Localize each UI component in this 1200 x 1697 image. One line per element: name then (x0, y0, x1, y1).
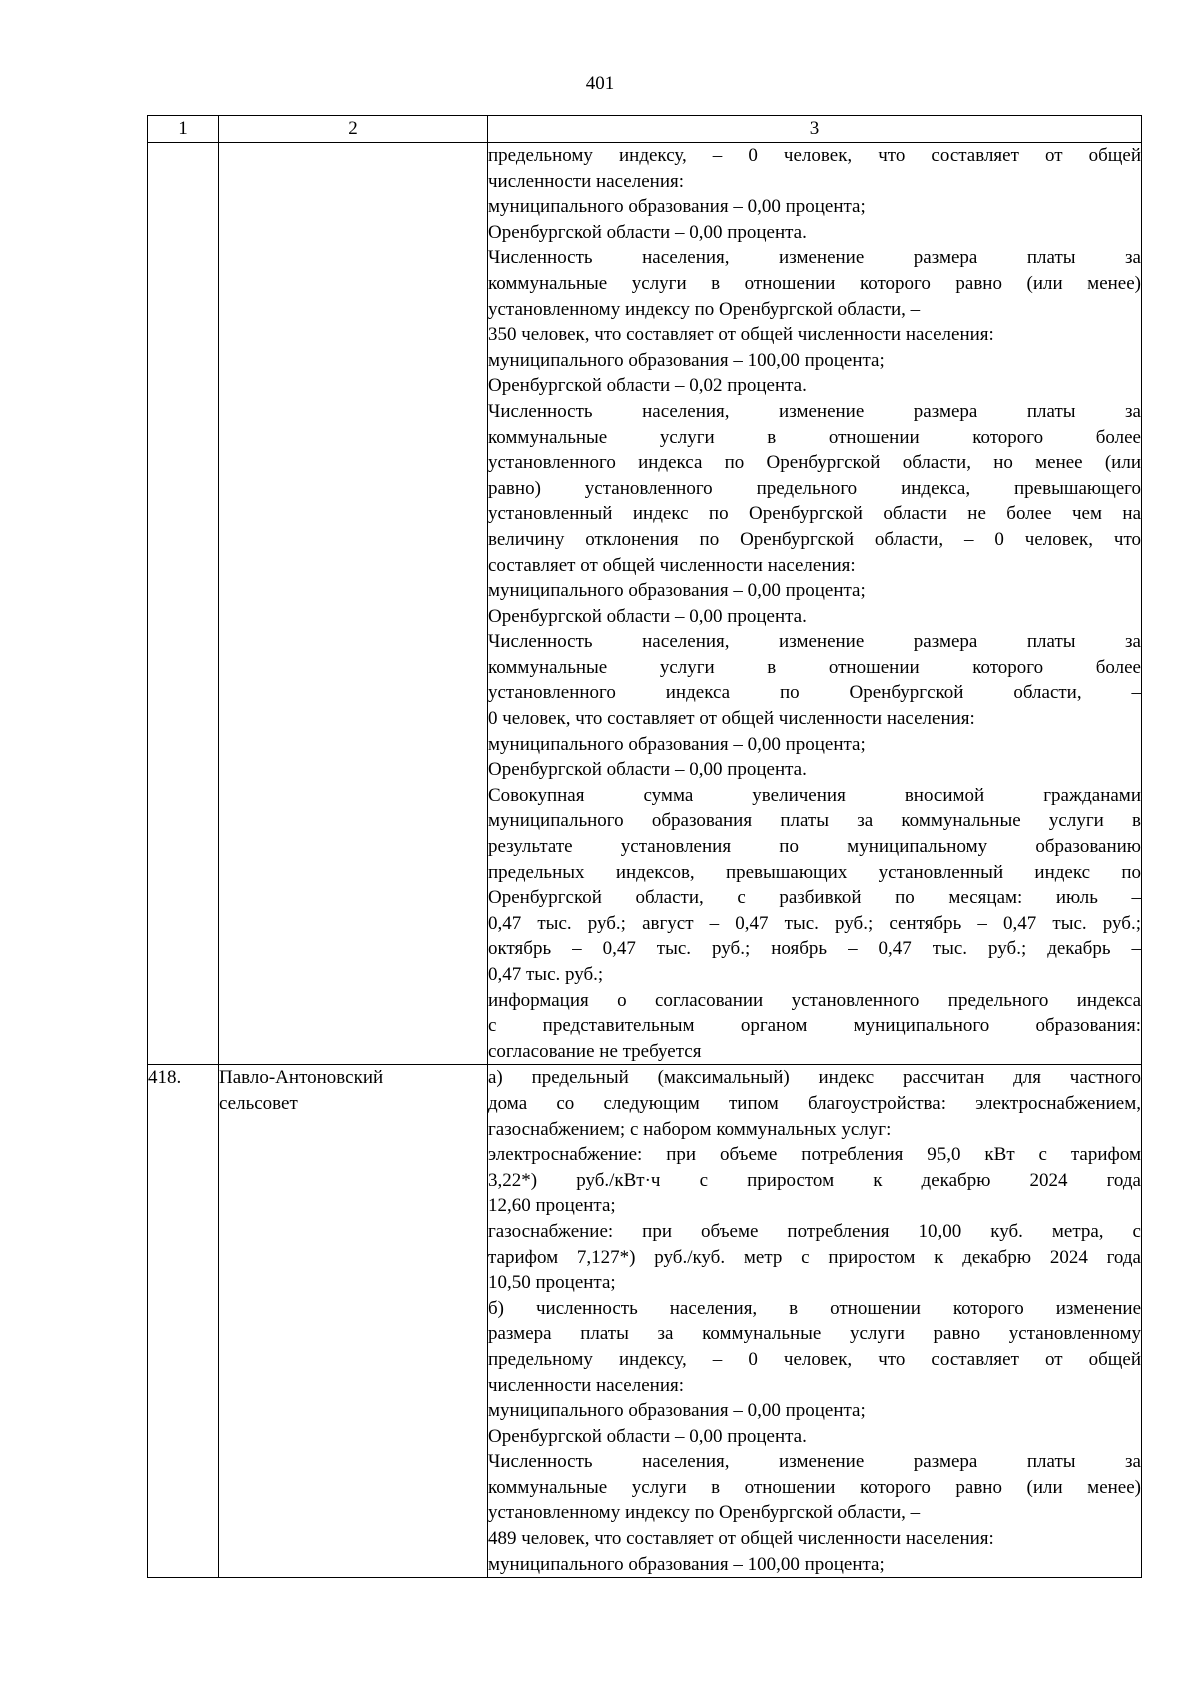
text-line: Оренбургской области, с разбивкой по месяцам: июль – (488, 887, 1141, 909)
text-line: согласование не требуется (488, 1040, 702, 1062)
text-line: с представительным органом муниципального образования: (488, 1015, 1141, 1037)
text-line: Оренбургской области – 0,00 процента. (488, 221, 807, 243)
row-name-cell (219, 143, 488, 1065)
text-line: численности населения: (488, 170, 685, 192)
text-line: Оренбургской области – 0,00 процента. (488, 759, 807, 781)
text-line: установленному индексу по Оренбургской области, – (488, 298, 921, 320)
table-row-continued (148, 143, 1142, 1065)
text-line: муниципального образования – 0,00 процента; (488, 196, 866, 218)
header-col-2: 2 (219, 116, 488, 143)
text-line: Оренбургской области – 0,00 процента. (488, 1425, 807, 1447)
table-header-row (148, 116, 1142, 143)
text-line: тарифом 7,127*) руб./куб. метр с приростом к декабрю 2024 года (488, 1246, 1141, 1268)
text-line: электроснабжение: при объеме потребления 95,0 кВт с тарифом (488, 1144, 1141, 1166)
document-table (147, 115, 1142, 1578)
text-line: 0,47 тыс. руб.; август – 0,47 тыс. руб.; сентябрь – 0,47 тыс. руб.; (488, 912, 1141, 934)
text-line: установленному индексу по Оренбургской области, – (488, 1502, 921, 1524)
row-number-cell (148, 143, 219, 1065)
header-col-3: 3 (488, 116, 1142, 143)
municipality-name-line: сельсовет (219, 1092, 298, 1114)
municipality-name-line: Павло-Антоновский (219, 1067, 384, 1089)
text-line: газоснабжение: при объеме потребления 10,00 куб. метра, с (488, 1220, 1141, 1242)
text-line: 3,22*) руб./кВт·ч с приростом к декабрю 2024 года (488, 1169, 1141, 1191)
text-line: равно) установленного предельного индекса, превышающего (488, 477, 1141, 499)
text-line: муниципального образования – 0,00 процента; (488, 580, 866, 602)
text-line: величину отклонения по Оренбургской области, – 0 человек, что (488, 528, 1141, 550)
text-line: муниципального образования – 100,00 процента; (488, 1553, 885, 1575)
text-line: размера платы за коммунальные услуги равно установленному (488, 1323, 1141, 1345)
text-line: Оренбургской области – 0,02 процента. (488, 375, 807, 397)
text-line: муниципального образования – 0,00 процента; (488, 1400, 866, 1422)
text-line: Совокупная сумма увеличения вносимой гражданами (488, 784, 1141, 806)
row-number-cell: 418. (148, 1065, 219, 1578)
text-line: информация о согласовании установленного предельного индекса (488, 989, 1141, 1011)
text-line: муниципального образования – 100,00 процента; (488, 349, 885, 371)
text-line: Численность населения, изменение размера платы за (488, 247, 1141, 269)
text-line: установленного индекса по Оренбургской области, – (488, 682, 1141, 704)
text-line: коммунальные услуги в отношении которого более (488, 656, 1141, 678)
text-line: Численность населения, изменение размера платы за (488, 631, 1141, 653)
text-line: результате установления по муниципальному образованию (488, 836, 1141, 858)
text-line: численности населения: (488, 1374, 685, 1396)
text-line: составляет от общей численности населения: (488, 554, 856, 576)
text-line: коммунальные услуги в отношении которого более (488, 426, 1141, 448)
text-line: Оренбургской области – 0,00 процента. (488, 605, 807, 627)
page-number: 401 (585, 73, 615, 94)
text-line: коммунальные услуги в отношении которого равно (или менее) (488, 1476, 1141, 1498)
text-line: б) численность населения, в отношении которого изменение (488, 1297, 1141, 1319)
text-line: 350 человек, что составляет от общей численности населения: (488, 324, 994, 346)
row-content-cell (488, 1065, 1142, 1578)
text-line: 0,47 тыс. руб.; (488, 964, 604, 985)
text-line: 489 человек, что составляет от общей численности населения: (488, 1528, 994, 1550)
text-line: предельных индексов, превышающих установленный индекс по (488, 861, 1141, 883)
text-line: муниципального образования платы за коммунальные услуги в (488, 810, 1141, 832)
text-line: муниципального образования – 0,00 процента; (488, 733, 866, 755)
row-name-cell (219, 1065, 488, 1578)
text-line: 12,60 процента; (488, 1195, 616, 1217)
text-line: коммунальные услуги в отношении которого равно (или менее) (488, 272, 1141, 294)
text-line: газоснабжением; с набором коммунальных услуг: (488, 1118, 892, 1140)
header-col-1: 1 (148, 116, 219, 143)
text-line: дома со следующим типом благоустройства: электроснабжением, (488, 1092, 1141, 1114)
text-line: а) предельный (максимальный) индекс рассчитан для частного (488, 1067, 1141, 1089)
text-line: Численность населения, изменение размера платы за (488, 1451, 1141, 1473)
text-line: установленный индекс по Оренбургской области не более чем на (488, 503, 1141, 525)
text-line: 0 человек, что составляет от общей численности населения: (488, 708, 975, 730)
text-line: предельному индексу, – 0 человек, что составляет от общей (488, 1348, 1141, 1370)
table-row-418 (148, 1065, 1142, 1578)
row-content-cell (488, 143, 1142, 1065)
text-line: Численность населения, изменение размера платы за (488, 400, 1141, 422)
text-line: октябрь – 0,47 тыс. руб.; ноябрь – 0,47 тыс. руб.; декабрь – (488, 938, 1141, 960)
text-line: установленного индекса по Оренбургской области, но менее (или (488, 452, 1141, 474)
text-line: предельному индексу, – 0 человек, что составляет от общей (488, 145, 1141, 166)
text-line: 10,50 процента; (488, 1272, 616, 1294)
